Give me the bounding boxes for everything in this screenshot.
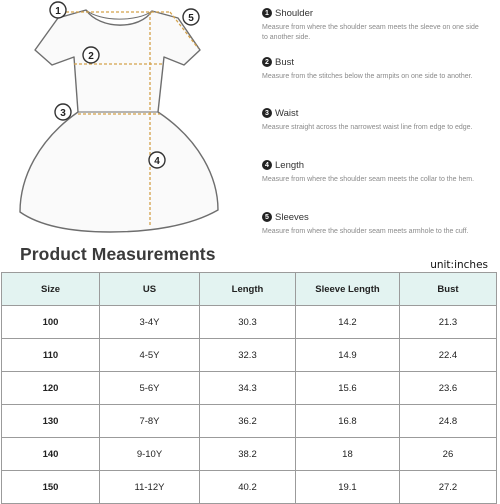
table-header-row: [2, 273, 497, 306]
cell-bust: 27.2: [399, 471, 496, 504]
cell-us: 7-8Y: [100, 405, 200, 438]
cell-sleeve-length: 15.6: [296, 372, 400, 405]
size-table: [1, 272, 497, 504]
cell-bust: 21.3: [399, 306, 496, 339]
cell-bust: 26: [399, 438, 496, 471]
marker-4: [149, 152, 165, 168]
guide-length: [262, 158, 500, 185]
header-length: Length: [199, 273, 295, 306]
cell-sleeve-length: 14.9: [296, 339, 400, 372]
cell-us: 9-10Y: [100, 438, 200, 471]
marker-2: [83, 47, 99, 63]
table-row: [2, 405, 497, 438]
marker-3: [55, 104, 71, 120]
cell-size: 130: [2, 405, 100, 438]
guide-description: Measure from where the shoulder seam meets the collar to the hem.: [262, 176, 475, 183]
cell-bust: 22.4: [399, 339, 496, 372]
header-size: Size: [2, 273, 100, 306]
guide-description: Measure straight across the narrowest waist line from edge to edge.: [262, 124, 473, 131]
unit-label: unit:inches: [430, 259, 488, 271]
cell-us: 5-6Y: [100, 372, 200, 405]
cell-us: 11-12Y: [100, 471, 200, 504]
number-badge-4-icon: 4: [262, 160, 272, 170]
guide-bust: [262, 55, 500, 82]
svg-text:4: 4: [154, 156, 160, 167]
marker-5: [183, 9, 199, 25]
svg-text:5: 5: [188, 13, 194, 24]
guide-description: Measure from where the shoulder seam meets the sleeve on one side to another side.: [262, 24, 479, 41]
cell-length: 36.2: [199, 405, 295, 438]
cell-bust: 23.6: [399, 372, 496, 405]
cell-size: 110: [2, 339, 100, 372]
cell-length: 38.2: [199, 438, 295, 471]
dress-outline: [20, 10, 218, 232]
guide-title: Length: [275, 159, 305, 171]
header-us: US: [100, 273, 200, 306]
guide-title: Shoulder: [275, 7, 314, 19]
guide-title: Waist: [275, 107, 299, 119]
guide-sleeves: [262, 210, 500, 237]
guide-description: Measure from the stitches below the armpits on one side to another.: [262, 73, 473, 80]
cell-sleeve-length: 19.1: [296, 471, 400, 504]
cell-sleeve-length: 14.2: [296, 306, 400, 339]
table-row: [2, 339, 497, 372]
header-bust: Bust: [399, 273, 496, 306]
cell-length: 40.2: [199, 471, 295, 504]
svg-text:3: 3: [60, 108, 66, 119]
number-badge-1-icon: 1: [262, 8, 272, 18]
guide-description: Measure from where the shoulder seam meets armhole to the cuff.: [262, 228, 469, 235]
guide-shoulder: [262, 6, 500, 42]
cell-size: 140: [2, 438, 100, 471]
cell-length: 30.3: [199, 306, 295, 339]
cell-length: 32.3: [199, 339, 295, 372]
cell-us: 3-4Y: [100, 306, 200, 339]
marker-1: [50, 2, 66, 18]
svg-text:1: 1: [55, 6, 61, 17]
table-row: [2, 471, 497, 504]
guide-title: Bust: [275, 56, 295, 68]
cell-size: 120: [2, 372, 100, 405]
header-sleeve-length: Sleeve Length: [296, 273, 400, 306]
cell-size: 100: [2, 306, 100, 339]
cell-length: 34.3: [199, 372, 295, 405]
guide-title: Sleeves: [275, 211, 309, 223]
table-row: [2, 372, 497, 405]
cell-us: 4-5Y: [100, 339, 200, 372]
svg-text:2: 2: [88, 51, 94, 62]
table-row: [2, 306, 497, 339]
guide-waist: [262, 106, 500, 133]
number-badge-2-icon: 2: [262, 57, 272, 67]
cell-bust: 24.8: [399, 405, 496, 438]
number-badge-3-icon: 3: [262, 108, 272, 118]
table-row: [2, 438, 497, 471]
cell-sleeve-length: 16.8: [296, 405, 400, 438]
cell-size: 150: [2, 471, 100, 504]
dress-diagram: [0, 0, 250, 245]
cell-sleeve-length: 18: [296, 438, 400, 471]
number-badge-5-icon: 5: [262, 212, 272, 222]
page-title: Product Measurements: [20, 244, 216, 264]
